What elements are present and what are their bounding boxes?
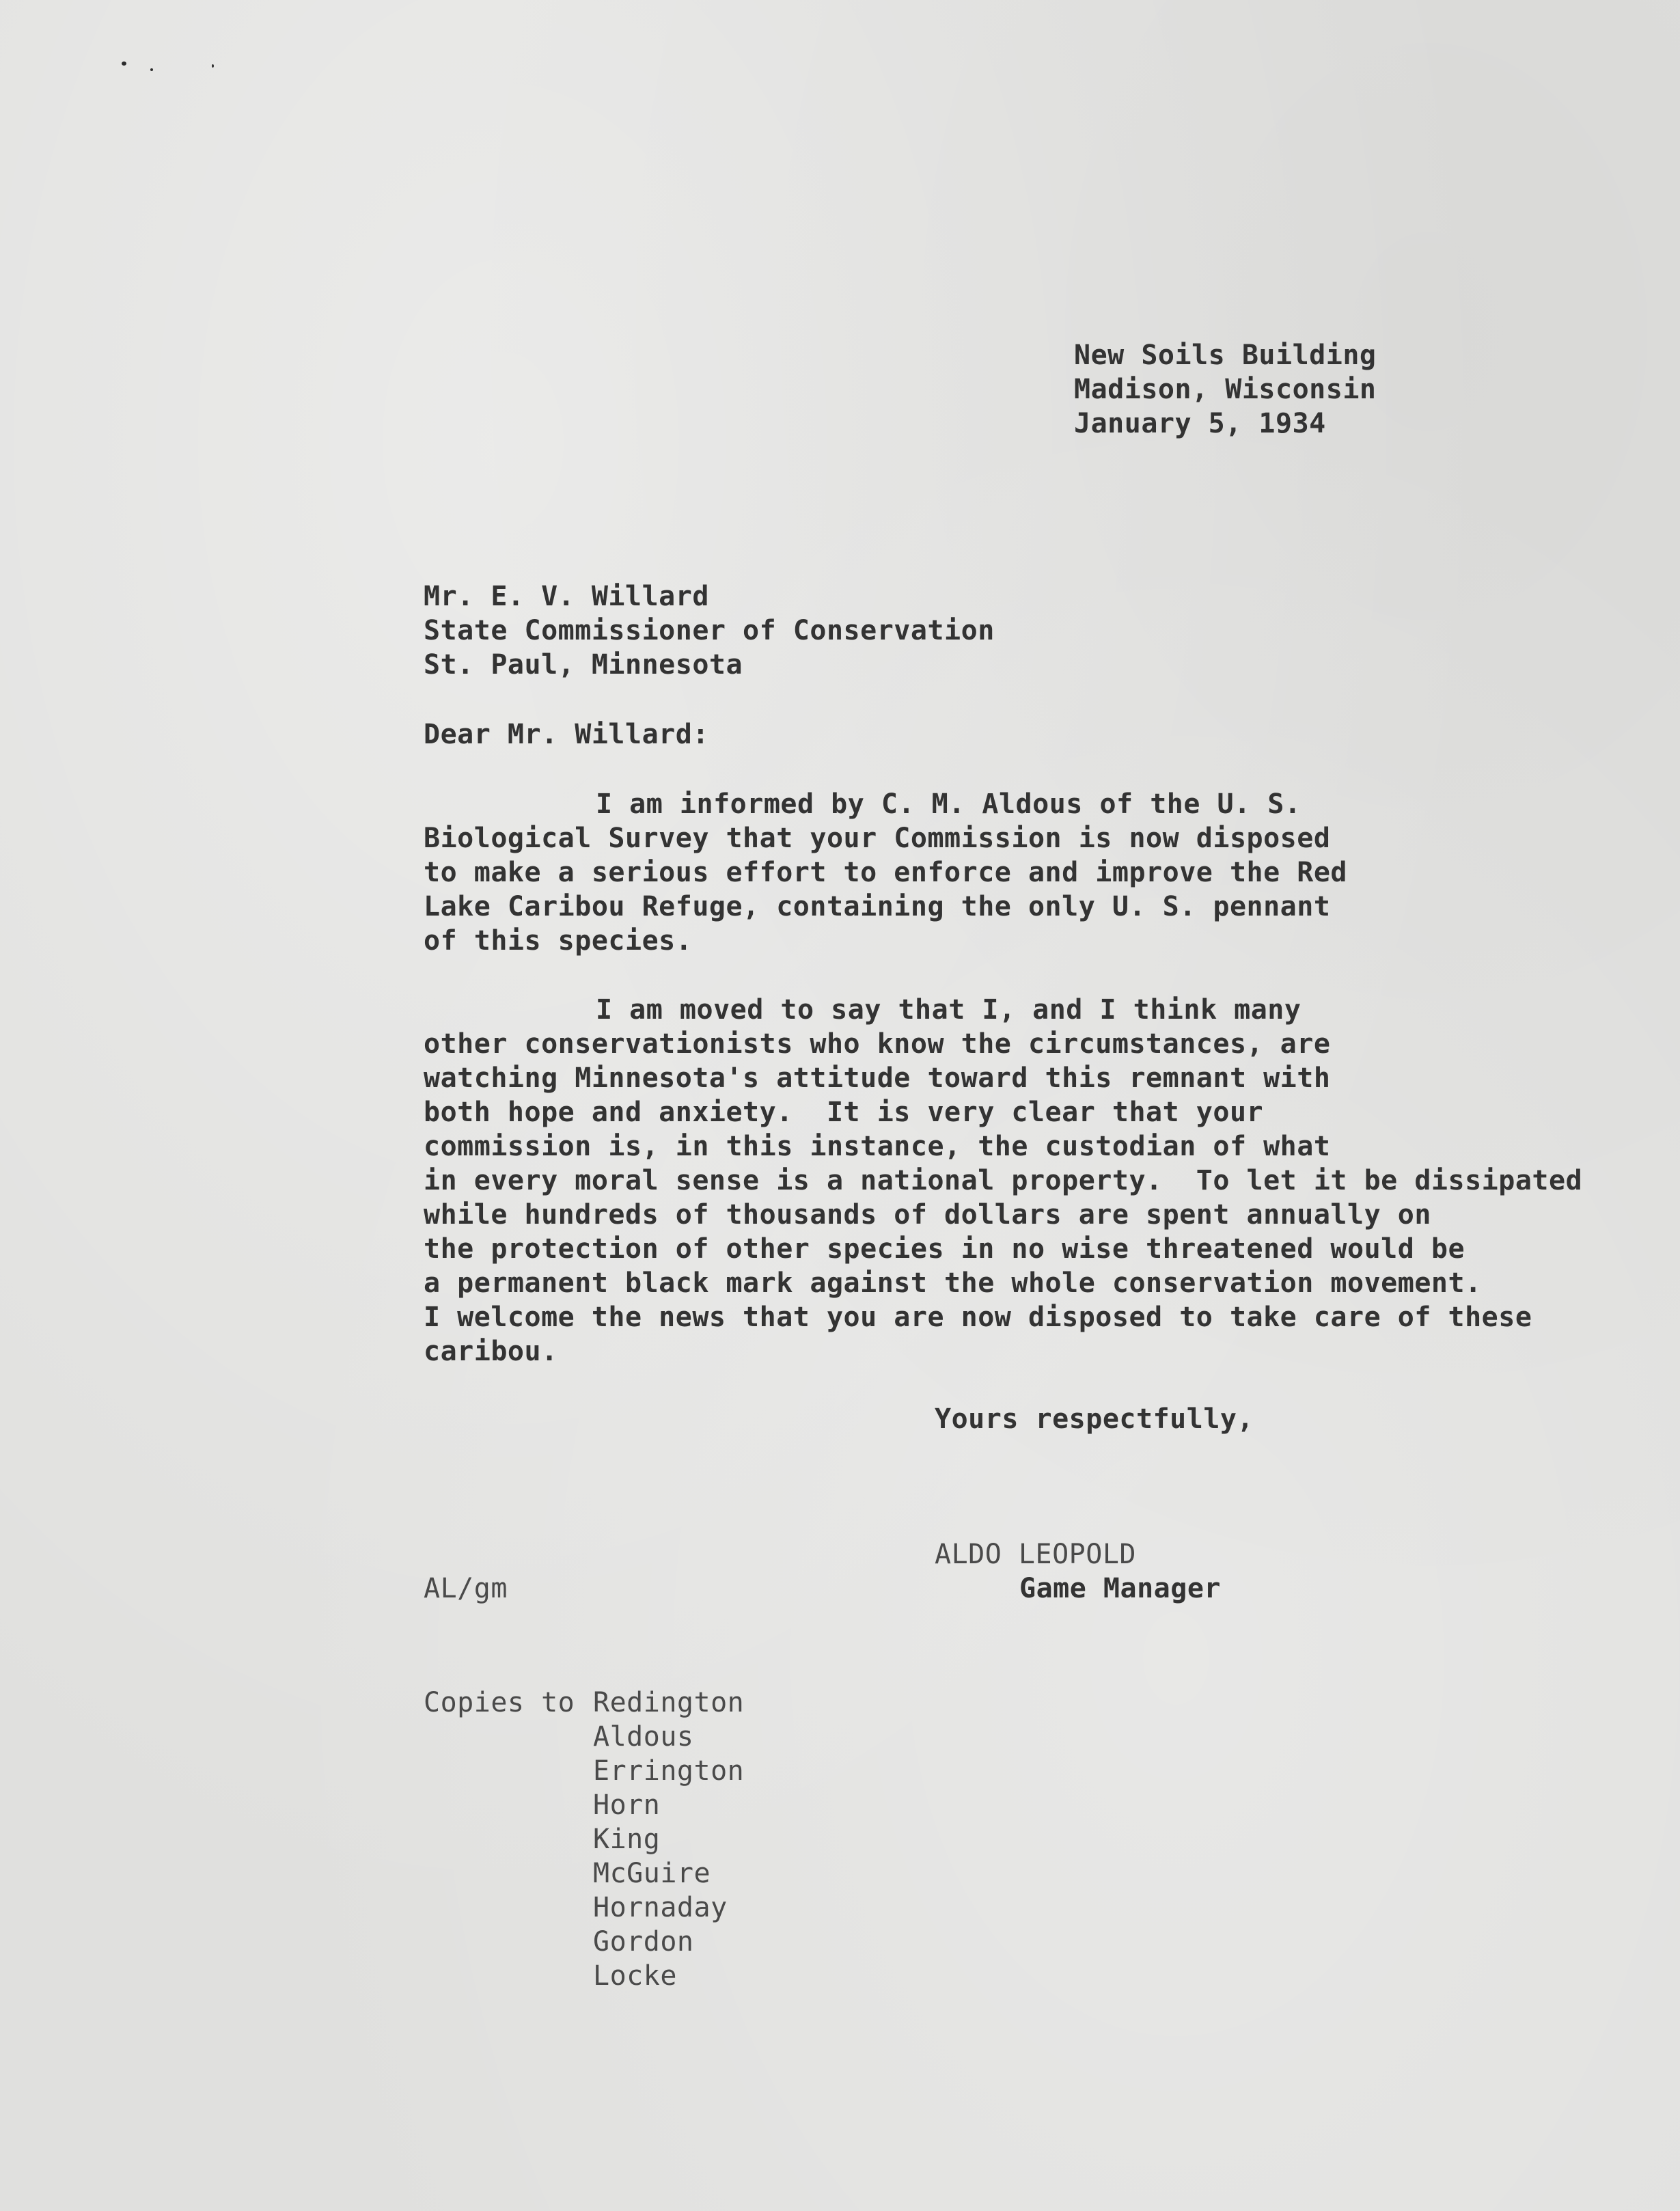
- copies-name: Aldous: [593, 1721, 694, 1753]
- copies-name: Locke: [593, 1960, 677, 1992]
- paragraph-line: while hundreds of thousands of dollars are spent annually on: [424, 1199, 1431, 1231]
- copies-name: Horn: [593, 1789, 661, 1821]
- paragraph-line: watching Minnesota's attitude toward this remnant with: [424, 1062, 1331, 1094]
- closing: Yours respectfully,: [935, 1403, 1254, 1435]
- sender-line-city: Madison, Wisconsin: [1074, 374, 1377, 405]
- signatory-title: Game Manager: [1019, 1573, 1221, 1604]
- recipient-title: State Commissioner of Conservation: [424, 615, 995, 646]
- copies-label: Copies to: [424, 1687, 575, 1718]
- letter-date: January 5, 1934: [1074, 408, 1326, 439]
- recipient-name: Mr. E. V. Willard: [424, 581, 709, 612]
- recipient-city: St. Paul, Minnesota: [424, 649, 743, 681]
- paragraph-line: commission is, in this instance, the custodian of what: [424, 1131, 1331, 1162]
- copies-name: Gordon: [593, 1926, 694, 1958]
- typist-initials: AL/gm: [424, 1573, 508, 1604]
- paragraph-line: in every moral sense is a national property. To let it be dissipated: [424, 1165, 1583, 1196]
- paragraph-line: both hope and anxiety. It is very clear that your: [424, 1097, 1264, 1128]
- copies-name: McGuire: [593, 1858, 711, 1889]
- paragraph-line: I am informed by C. M. Aldous of the U. S.: [596, 788, 1302, 820]
- paragraph-line: I welcome the news that you are now disposed to take care of these: [424, 1302, 1532, 1333]
- paragraph-line: a permanent black mark against the whole conservation movement.: [424, 1267, 1482, 1299]
- copies-name: Hornaday: [593, 1892, 728, 1923]
- paragraph-line: other conservationists who know the circumstances, are: [424, 1028, 1331, 1060]
- copies-name: Redington: [593, 1687, 745, 1718]
- paragraph-line: to make a serious effort to enforce and improve the Red: [424, 857, 1348, 888]
- paper-specks: [116, 56, 239, 83]
- signatory-name: ALDO LEOPOLD: [935, 1539, 1136, 1570]
- sender-line-building: New Soils Building: [1074, 340, 1377, 371]
- paragraph-line: of this species.: [424, 925, 693, 957]
- paragraph-line: Biological Survey that your Commission is now disposed: [424, 823, 1331, 854]
- paragraph-line: Lake Caribou Refuge, containing the only U. S. pennant: [424, 891, 1331, 922]
- paragraph-line: caribou.: [424, 1336, 558, 1367]
- copies-name: Errington: [593, 1755, 745, 1787]
- paragraph-line: the protection of other species in no wise threatened would be: [424, 1233, 1465, 1265]
- copies-name: King: [593, 1824, 661, 1855]
- paragraph-line: I am moved to say that I, and I think many: [596, 994, 1302, 1026]
- salutation: Dear Mr. Willard:: [424, 719, 709, 750]
